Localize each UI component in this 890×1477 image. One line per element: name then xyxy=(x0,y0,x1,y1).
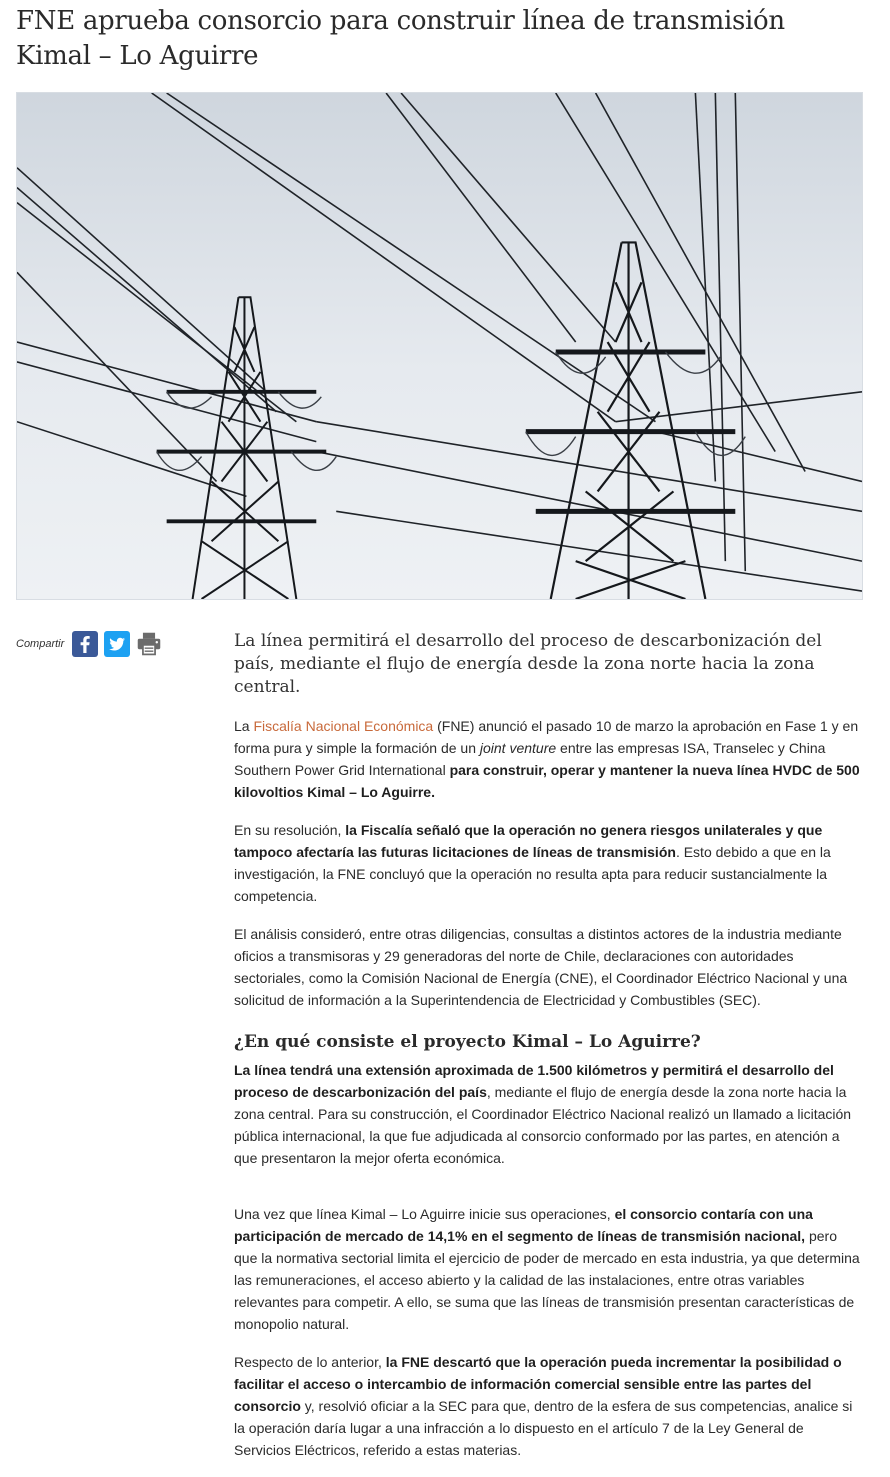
twitter-share-button[interactable] xyxy=(104,631,130,657)
paragraph-5: Una vez que línea Kimal – Lo Aguirre inicie sus operaciones, el consorcio contaría con una participación de mercado de 14,1% en el segmento de líneas de transmisión nacional, pero que la normativa sectorial limita el ejercicio de poder de mercado en esta industria, ya que determina las remuneraciones, el acceso abierto y la calidad de las instalaciones, entre otras variables relevantes para competir. A ello, se suma que las líneas de transmisión presentan características de monopolio natural. xyxy=(234,1206,860,1332)
paragraph-3: El análisis consideró, entre otras diligencias, consultas a distintos actores de la industria mediante oficios a transmisoras y 29 generadoras del norte de Chile, declaraciones con autoridades sectoriales, como la Comisión Nacional de Energía (CNE), el Coordinador Eléctrico Nacional y una solicitud de información a la Superintendencia de Electricidad y Combustibles (SEC). xyxy=(234,926,848,1008)
print-icon xyxy=(136,630,162,658)
paragraph-6: Respecto de lo anterior, la FNE descartó que la operación pueda incrementar la posibilidad o facilitar el acceso o intercambio de información comercial sensible entre las partes del consorcio y, resolvió oficiar a la SEC para que, dentro de la esfera de sus competencias, analice si la operación daría lugar a una infracción a lo dispuesto en el artículo 7 de la Ley General de Servicios Eléctricos, referido a estas materias. xyxy=(234,1354,853,1458)
article-body xyxy=(234,630,864,1477)
twitter-icon xyxy=(104,631,130,657)
paragraph-1: La Fiscalía Nacional Económica (FNE) anunció el pasado 10 de marzo la aprobación en Fase 1 y en forma pura y simple la formación de un joint venture entre las empresas ISA, Transelec y China Southern Power Grid International para construir, operar y mantener la nueva línea HVDC de 500 kilovoltios Kimal – Lo Aguirre. xyxy=(234,718,860,800)
paragraph-4: La línea tendrá una extensión aproximada de 1.500 kilómetros y permitirá el desarrollo del proceso de descarbonización del país, mediante el flujo de energía desde la zona norte hacia la zona central. Para su construcción, el Coordinador Eléctrico Nacional realizó un llamado a licitación pública internacional, la que fue adjudicada al consorcio conformado por las partes, en atención a que presentaron la mejor oferta económica. xyxy=(234,1062,852,1166)
facebook-icon xyxy=(72,631,98,657)
article-lead: La línea permitirá el desarrollo del proceso de descarbonización del país, mediante el flujo de energía desde la zona norte hacia la zona central. xyxy=(234,631,822,697)
paragraph-2: En su resolución, la Fiscalía señaló que la operación no genera riesgos unilaterales y que tampoco afectaría las futuras licitaciones de líneas de transmisión. Esto debido a que en la investigación, la FNE concluyó que la operación no resulta apta para reducir sustancialmente la competencia. xyxy=(234,822,831,904)
article-title: FNE aprueba consorcio para construir línea de transmisión Kimal – Lo Aguirre xyxy=(16,6,785,71)
fne-link[interactable]: Fiscalía Nacional Económica xyxy=(253,718,434,734)
share-label: Compartir xyxy=(16,638,65,650)
share-bar xyxy=(16,629,168,659)
facebook-share-button[interactable] xyxy=(72,631,98,657)
section-heading: ¿En qué consiste el proyecto Kimal – Lo Aguirre? xyxy=(234,1032,701,1052)
print-button[interactable] xyxy=(136,631,162,657)
transmission-towers-image xyxy=(17,93,862,599)
hero-image xyxy=(16,92,863,600)
